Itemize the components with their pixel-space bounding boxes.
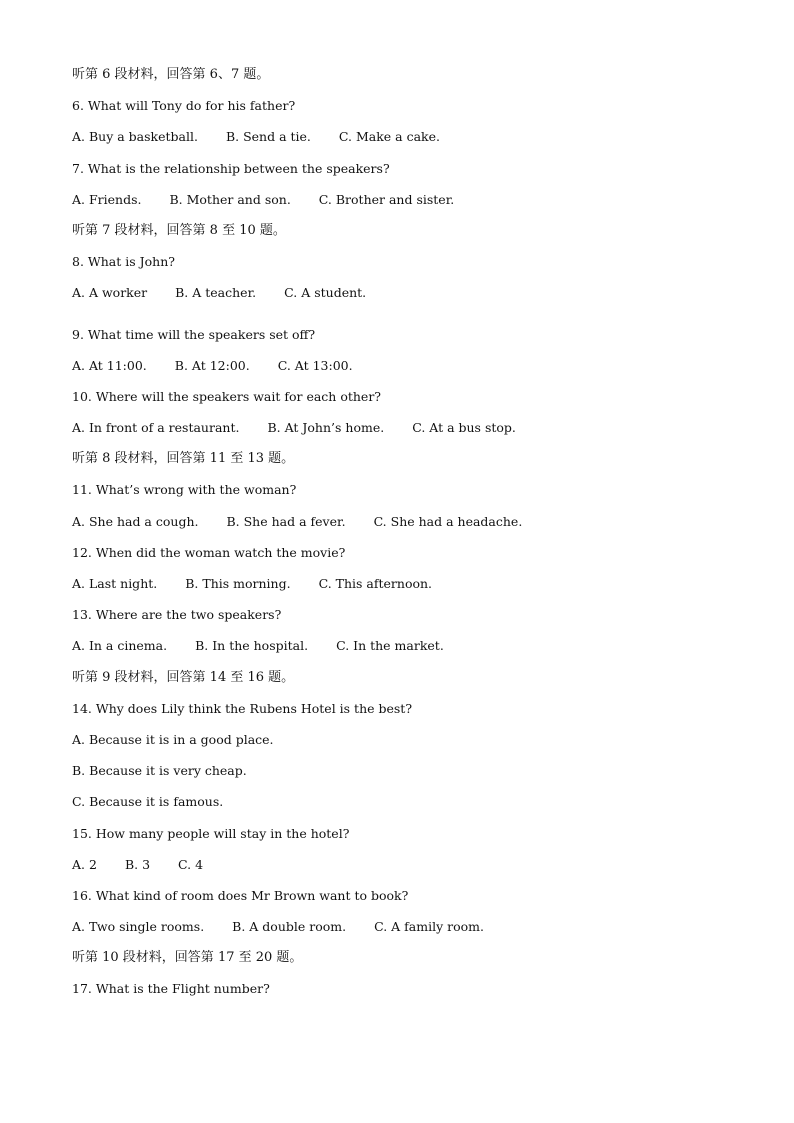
answer-option: B. A double room. xyxy=(232,919,347,935)
answer-options xyxy=(72,855,772,886)
section-heading: 听第 6 段材料，回答第 6、7 题。 xyxy=(72,67,270,82)
answer-option: B. Send a tie. xyxy=(225,129,311,145)
answer-options xyxy=(72,190,772,221)
answer-option: A. A worker xyxy=(72,285,148,301)
question-text: 15. How many people will stay in the hotel? xyxy=(72,825,350,841)
answer-options xyxy=(72,636,772,667)
answer-options xyxy=(72,127,772,158)
answer-options xyxy=(72,730,772,761)
answer-option: A. She had a cough. xyxy=(72,513,199,529)
section-heading: 听第 10 段材料，回答第 17 至 20 题。 xyxy=(72,950,303,966)
section-heading: 听第 9 段材料，回答第 14 至 16 题。 xyxy=(72,669,295,685)
answer-options xyxy=(72,792,772,823)
answer-option: C. A student. xyxy=(284,285,367,301)
answer-option: A. Two single rooms. xyxy=(72,919,205,935)
answer-option: A. Last night. xyxy=(72,576,158,591)
answer-option: B. 3 xyxy=(124,856,151,872)
answer-option: A. 2 xyxy=(72,856,97,872)
question-text: 16. What kind of room does Mr Brown want to book? xyxy=(72,887,409,903)
answer-options xyxy=(72,917,772,948)
answer-option: A. Buy a basketball. xyxy=(72,129,198,145)
question-text: 8. What is John? xyxy=(72,254,175,270)
question-text: 11. What’s wrong with the woman? xyxy=(72,482,297,498)
answer-option: C. At 13:00. xyxy=(277,357,353,373)
answer-option: C. In the market. xyxy=(336,638,444,654)
answer-option: B. A teacher. xyxy=(175,285,257,301)
answer-option: C. This afternoon. xyxy=(318,576,433,591)
answer-option: B. This morning. xyxy=(185,576,291,591)
answer-option: A. Because it is in a good place. xyxy=(72,731,274,747)
answer-option: A. In a cinema. xyxy=(72,638,168,654)
answer-option: B. At John’s home. xyxy=(267,420,385,436)
worksheet-page xyxy=(72,65,772,1011)
question-text: 14. Why does Lily think the Rubens Hotel is the best? xyxy=(72,700,413,716)
answer-option: B. Because it is very cheap. xyxy=(72,763,247,779)
question-text: 17. What is the Flight number? xyxy=(72,981,270,997)
answer-option: C. At a bus stop. xyxy=(412,420,516,436)
answer-option: B. She had a fever. xyxy=(226,513,346,529)
section-heading: 听第 8 段材料，回答第 11 至 13 题。 xyxy=(72,451,295,467)
answer-options xyxy=(72,761,772,792)
question-text: 6. What will Tony do for his father? xyxy=(72,98,296,114)
answer-options xyxy=(72,356,772,387)
answer-option: B. At 12:00. xyxy=(174,357,250,373)
question-text: 7. What is the relationship between the speakers? xyxy=(72,160,390,176)
answer-option: C. 4 xyxy=(178,856,204,872)
answer-option: A. In front of a restaurant. xyxy=(72,420,240,436)
answer-option: C. A family room. xyxy=(374,919,484,935)
question-text: 10. Where will the speakers wait for each other? xyxy=(72,388,382,404)
answer-options xyxy=(72,418,772,449)
answer-option: A. Friends. xyxy=(72,191,142,207)
answer-options xyxy=(72,574,772,605)
question-text: 9. What time will the speakers set off? xyxy=(72,326,316,342)
answer-option: C. Brother and sister. xyxy=(318,191,455,207)
answer-options xyxy=(72,512,772,543)
answer-options xyxy=(72,283,772,314)
answer-option: A. At 11:00. xyxy=(72,357,147,373)
answer-option: B. Mother and son. xyxy=(169,191,291,207)
answer-option: C. Make a cake. xyxy=(338,129,440,145)
answer-option: C. She had a headache. xyxy=(373,513,523,529)
section-heading: 听第 7 段材料，回答第 8 至 10 题。 xyxy=(72,222,286,238)
answer-option: B. In the hospital. xyxy=(195,638,309,654)
question-text: 13. Where are the two speakers? xyxy=(72,607,282,623)
question-text: 12. When did the woman watch the movie? xyxy=(72,544,346,560)
answer-option: C. Because it is famous. xyxy=(72,794,224,810)
